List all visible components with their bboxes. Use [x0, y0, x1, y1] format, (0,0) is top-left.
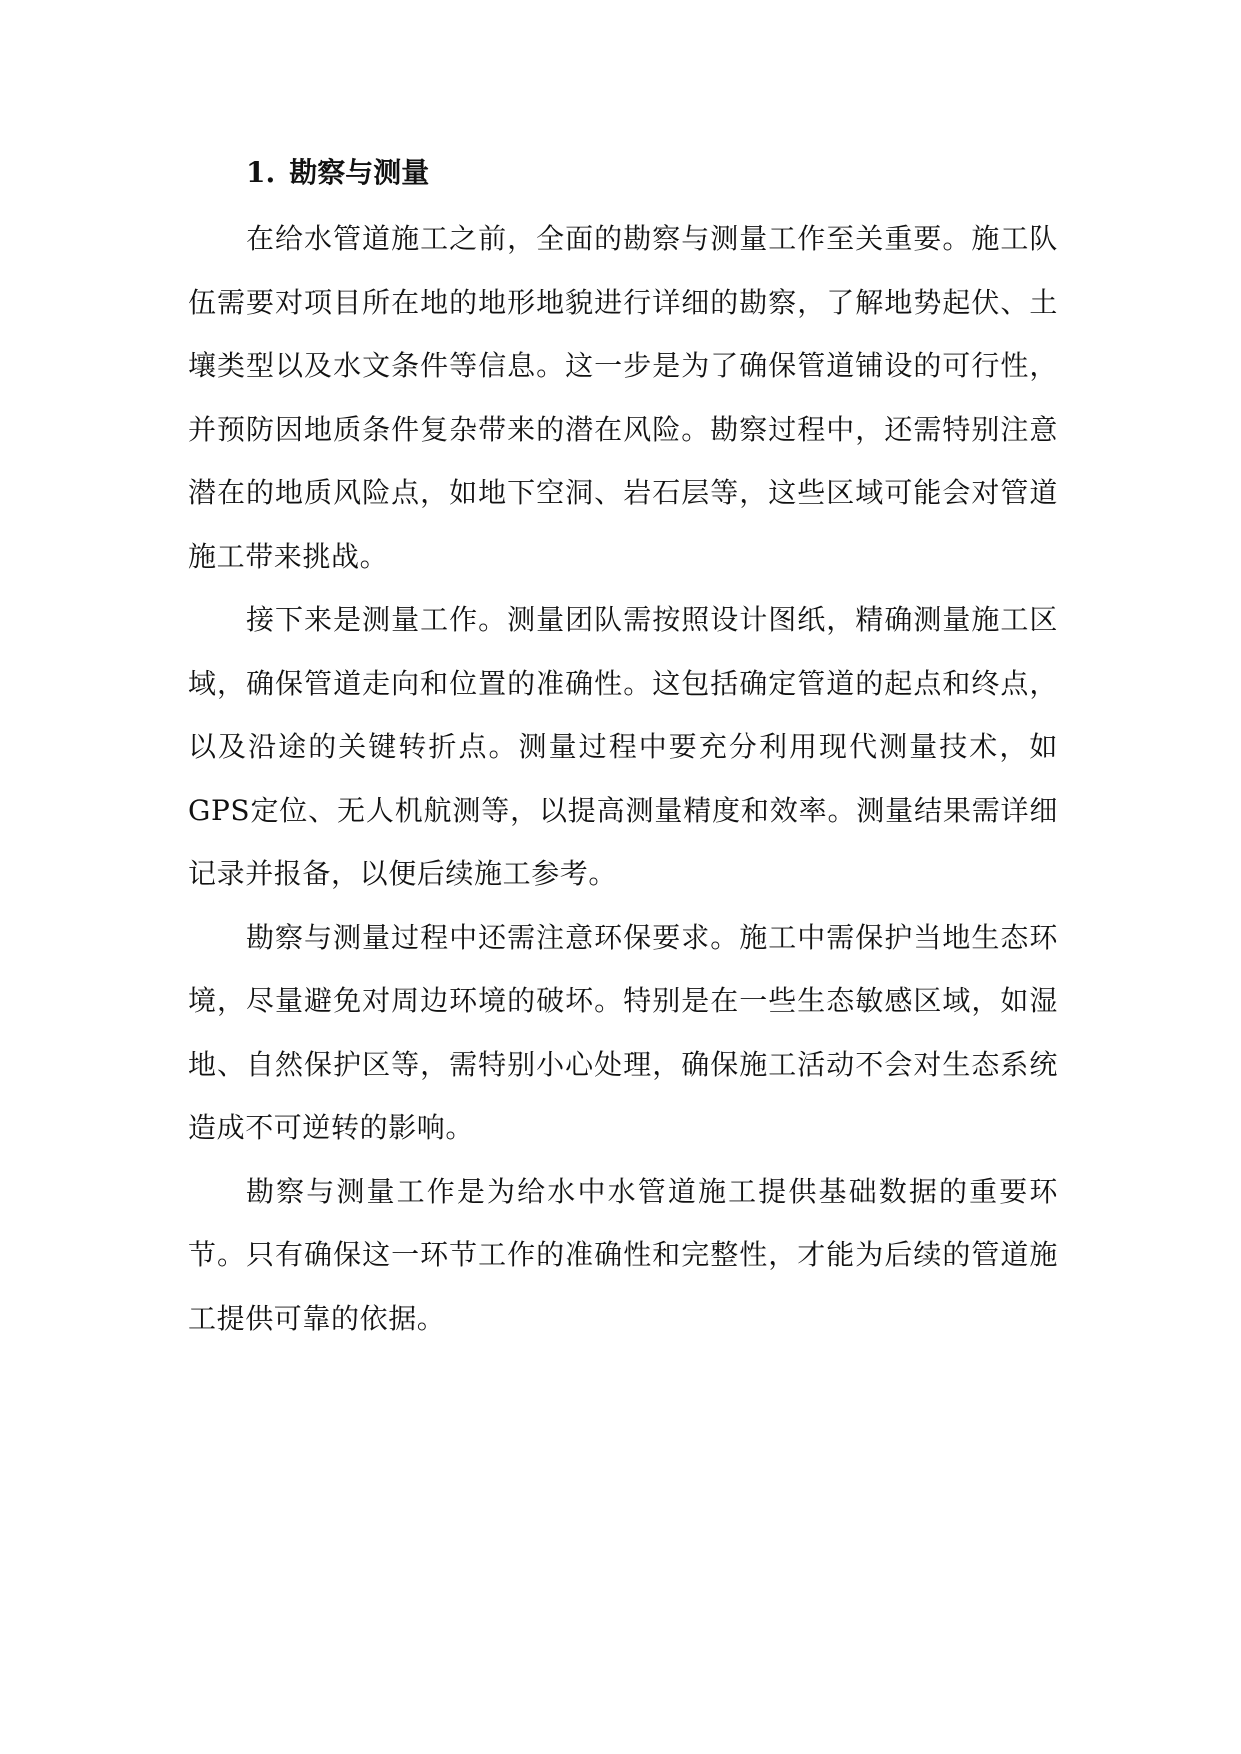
- paragraph-survey-overview: 在给水管道施工之前，全面的勘察与测量工作至关重要。施工队伍需要对项目所在地的地形地貌进行详细的勘察，了解地势起伏、土壤类型以及水文条件等信息。这一步是为了确保管道铺设的可行性，并预防因地质条件复杂带来的潜在风险。勘察过程中，还需特别注意潜在的地质风险点，如地下空洞、岩石层等，这些区域可能会对管道施工带来挑战。: [188, 222, 1058, 573]
- paragraph-measurement-work: 接下来是测量工作。测量团队需按照设计图纸，精确测量施工区域，确保管道走向和位置的准确性。这包括确定管道的起点和终点，以及沿途的关键转折点。测量过程中要充分利用现代测量技术，如GPS定位、无人机航测等，以提高测量精度和效率。测量结果需详细记录并报备，以便后续施工参考。: [188, 603, 1058, 890]
- document-body: [188, 145, 1058, 1350]
- paragraph-conclusion: 勘察与测量工作是为给水中水管道施工提供基础数据的重要环节。只有确保这一环节工作的准确性和完整性，才能为后续的管道施工提供可靠的依据。: [188, 1174, 1058, 1335]
- section-heading: [246, 145, 1058, 201]
- section-title: 勘察与测量: [289, 156, 430, 189]
- paragraph-environmental-requirements: 勘察与测量过程中还需注意环保要求。施工中需保护当地生态环境，尽量避免对周边环境的破坏。特别是在一些生态敏感区域，如湿地、自然保护区等，需特别小心处理，确保施工活动不会对生态系统造成不可逆转的影响。: [188, 920, 1058, 1144]
- section-number: 1.: [246, 156, 276, 189]
